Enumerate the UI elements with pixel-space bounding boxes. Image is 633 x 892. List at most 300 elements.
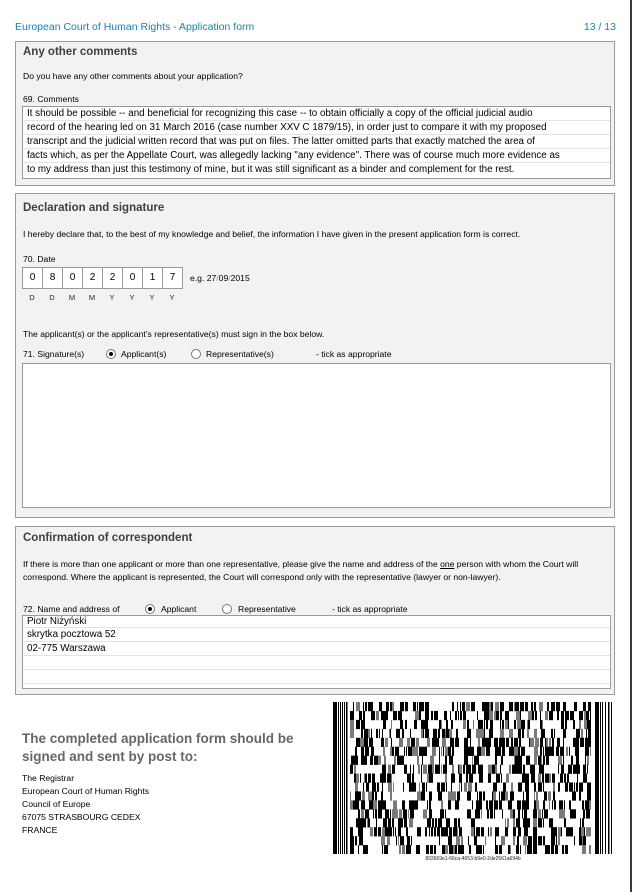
barcode-bar [564, 818, 566, 827]
barcode-bar [561, 747, 562, 756]
date-digit[interactable]: 1 [143, 268, 163, 288]
barcode-bar [500, 711, 502, 720]
barcode-bar [373, 809, 374, 818]
barcode-bar [518, 809, 520, 818]
barcode-bar [523, 836, 527, 845]
barcode-bar [522, 800, 526, 809]
barcode-bar [451, 774, 455, 783]
date-format-label: M [68, 293, 76, 302]
barcode-bar [510, 809, 513, 818]
barcode-bar [480, 729, 484, 738]
barcode-bar [346, 702, 348, 854]
barcode-bar [471, 702, 473, 711]
barcode-bar [356, 774, 359, 783]
barcode-bar [443, 765, 447, 774]
date-input[interactable] [22, 267, 183, 289]
barcode-bar [368, 774, 371, 783]
barcode-bar [452, 747, 454, 756]
barcode-bar [434, 845, 436, 854]
barcode-bar [595, 702, 599, 854]
date-format-label: M [88, 293, 96, 302]
barcode-bar [540, 720, 542, 729]
barcode-bar [398, 711, 402, 720]
barcode-bar [467, 729, 471, 738]
barcode-bar [466, 765, 468, 774]
address-line: Council of Europe [22, 799, 91, 809]
barcode-bar [484, 720, 485, 729]
address-textarea[interactable] [22, 615, 611, 689]
barcode-bar [395, 827, 396, 836]
barcode-bar [513, 818, 515, 827]
barcode-bar [369, 800, 373, 809]
date-format-labels [22, 293, 182, 302]
barcode-bar [355, 747, 357, 756]
barcode-bar [383, 747, 385, 756]
barcode-bar [446, 729, 449, 738]
date-format-label: Y [149, 293, 155, 302]
barcode-bar [419, 711, 421, 720]
barcode-bar [391, 720, 392, 729]
barcode-bar [559, 800, 563, 809]
barcode-bar [356, 720, 360, 729]
barcode-bar [459, 774, 462, 783]
barcode-bar [509, 747, 512, 756]
barcode-bar [464, 747, 466, 756]
barcode-bar [536, 791, 538, 800]
barcode-bar [471, 818, 475, 827]
barcode-bar [382, 729, 383, 738]
barcode-bar [488, 765, 492, 774]
barcode-bar [384, 845, 388, 854]
barcode-bar [466, 774, 467, 783]
barcode-bar [482, 702, 484, 711]
radio-representatives[interactable] [191, 349, 201, 359]
barcode-bar [513, 827, 516, 836]
comments-textarea[interactable] [22, 106, 611, 179]
barcode-bar [530, 738, 534, 747]
barcode-bar [379, 702, 382, 711]
barcode-bar [566, 747, 568, 756]
barcode-bar [586, 711, 589, 720]
barcode-bar [421, 791, 425, 800]
barcode-bar [369, 738, 373, 747]
barcode-bar [509, 702, 513, 711]
date-digit[interactable]: 0 [23, 268, 43, 288]
barcode-bar [589, 720, 591, 729]
barcode-bar [518, 729, 521, 738]
barcode-bar [429, 791, 432, 800]
barcode-bar [419, 782, 420, 791]
barcode-bar [496, 711, 499, 720]
radio-applicant-label[interactable]: Applicant [161, 604, 197, 614]
barcode-bar [429, 774, 433, 783]
barcode-bar [481, 809, 482, 818]
barcode-bar [563, 729, 566, 738]
barcode-bar [472, 765, 476, 774]
barcode-bar [611, 702, 612, 854]
barcode-bar [566, 827, 570, 836]
section-title: Declaration and signature [23, 202, 165, 214]
barcode-bar [565, 845, 568, 854]
barcode-bar [502, 720, 503, 729]
barcode-bar [506, 774, 509, 783]
barcode-bar [477, 711, 478, 720]
barcode-bar [457, 791, 460, 800]
barcode-bar [363, 845, 367, 854]
radio-applicants[interactable] [106, 349, 116, 359]
barcode-bar [588, 738, 591, 747]
barcode-bar [393, 800, 397, 809]
barcode-bar [545, 774, 549, 783]
barcode-bar [525, 774, 529, 783]
barcode-bar [538, 774, 540, 783]
barcode-bar [534, 702, 536, 711]
correspondent-section [15, 526, 615, 695]
barcode-bar [483, 845, 484, 854]
barcode-bar [382, 765, 386, 774]
barcode-bar [527, 818, 530, 827]
barcode-bar [488, 738, 491, 747]
barcode-bar [488, 774, 491, 783]
comment-line: to my address than just this testimony of mine, but it was still significant as a binder and complement for the rest. [27, 164, 515, 175]
barcode-bar [369, 702, 373, 711]
barcode-bar [473, 720, 474, 729]
barcode-bar [448, 747, 451, 756]
barcode-bar [552, 800, 553, 809]
barcode-bar [361, 809, 364, 818]
barcode-bar [358, 827, 359, 836]
barcode-bar [577, 765, 580, 774]
barcode-bar [545, 747, 546, 756]
barcode-bar [583, 702, 586, 711]
barcode-bar [411, 836, 412, 845]
date-digit[interactable]: 0 [63, 268, 83, 288]
barcode-bar [434, 738, 435, 747]
barcode-bar [383, 818, 387, 827]
barcode-bar [355, 765, 356, 774]
barcode-bar [441, 827, 445, 836]
barcode-bar [531, 702, 533, 711]
barcode-bar [489, 711, 493, 720]
date-format-label: Y [109, 293, 115, 302]
barcode-bar [359, 836, 363, 845]
barcode-bar [567, 774, 569, 783]
barcode-bar [522, 729, 524, 738]
barcode-bar [543, 836, 545, 845]
barcode-bar [467, 774, 468, 783]
barcode-bar [580, 818, 581, 827]
barcode-bar [409, 800, 411, 809]
barcode-bar [525, 782, 526, 791]
barcode-bar [483, 738, 485, 747]
barcode-bar [425, 729, 429, 738]
radio-applicant[interactable] [145, 604, 155, 614]
barcode-bar [588, 729, 591, 738]
barcode-bar [589, 845, 591, 854]
barcode-bar [445, 729, 446, 738]
barcode-bar [546, 845, 550, 854]
barcode-bar [402, 845, 405, 854]
date-slash: / [216, 273, 219, 283]
barcode-bar [533, 836, 537, 845]
barcode-bar [493, 791, 496, 800]
barcode-bar [500, 729, 504, 738]
barcode-bar [495, 845, 498, 854]
barcode-bar [506, 738, 509, 747]
barcode-bar [499, 800, 502, 809]
barcode-bar [575, 747, 576, 756]
barcode-bar [587, 782, 591, 791]
barcode-bar [518, 747, 520, 756]
pdf417-barcode [333, 702, 613, 854]
barcode-bar [505, 711, 507, 720]
barcode-bar [437, 782, 440, 791]
barcode-bar [380, 800, 383, 809]
barcode-bar [435, 765, 438, 774]
barcode-bar [371, 747, 374, 756]
barcode-bar [364, 774, 365, 783]
barcode-bar [558, 836, 560, 845]
barcode-bar [510, 791, 512, 800]
barcode-bar [476, 845, 479, 854]
barcode-bar [446, 782, 447, 791]
barcode-bar [405, 702, 408, 711]
barcode-bar [532, 711, 534, 720]
barcode-bar [556, 836, 557, 845]
barcode-bar [350, 729, 354, 738]
barcode-bar [469, 845, 471, 854]
barcode-bar [365, 747, 369, 756]
barcode-bar [406, 845, 410, 854]
comment-line: transcript and the judicial written record that was put on files. The latter omitted parts that exactly matched the area of [23, 135, 610, 149]
barcode-bar [463, 720, 466, 729]
barcode-bar [511, 738, 512, 747]
radio-representative-label[interactable]: Representative [238, 604, 296, 614]
barcode-bar [495, 702, 499, 711]
barcode-bar [364, 738, 368, 747]
barcode-bar [527, 845, 531, 854]
barcode-bar [544, 809, 548, 818]
barcode-bar [375, 756, 378, 765]
barcode-bar [417, 791, 421, 800]
barcode-bar [417, 756, 419, 765]
barcode-bar [513, 809, 515, 818]
barcode-bar [538, 818, 542, 827]
barcode-bar [492, 791, 493, 800]
barcode-bar [557, 711, 559, 720]
barcode-bar [439, 747, 440, 756]
barcode-bar [417, 827, 421, 836]
barcode-bar [453, 827, 457, 836]
correspondent-instruction [23, 558, 608, 583]
date-digit[interactable]: 2 [83, 268, 103, 288]
barcode-bar [547, 747, 550, 756]
barcode-bar [426, 765, 427, 774]
barcode-bar [486, 747, 487, 756]
tick-note: - tick as appropriate [332, 604, 408, 614]
barcode-bar [517, 720, 521, 729]
barcode-bar [432, 738, 434, 747]
barcode-bar [556, 747, 559, 756]
barcode-bar [496, 774, 500, 783]
barcode-bar [536, 800, 539, 809]
barcode-bar [400, 756, 404, 765]
barcode-bar [422, 782, 425, 791]
barcode-bar [563, 702, 566, 711]
barcode-bar [545, 711, 548, 720]
barcode-bar [525, 845, 526, 854]
barcode-bar [378, 809, 382, 818]
barcode-bar [512, 747, 514, 756]
barcode-bar [371, 756, 373, 765]
barcode-bar [350, 836, 354, 845]
barcode-bar [562, 845, 564, 854]
radio-applicants-label[interactable]: Applicant(s) [121, 349, 167, 359]
barcode-bar [530, 765, 534, 774]
barcode-bar [570, 827, 573, 836]
barcode-bar [547, 702, 549, 711]
barcode-bar [393, 711, 397, 720]
barcode-bar [391, 774, 392, 783]
barcode-bar [444, 711, 447, 720]
barcode-bar [508, 800, 512, 809]
barcode-bar [422, 702, 424, 711]
date-field-label: 70. Date [23, 254, 56, 264]
radio-representative[interactable] [222, 604, 232, 614]
barcode-bar [417, 702, 418, 711]
date-digit[interactable]: 8 [43, 268, 63, 288]
address-line: skrytka pocztowa 52 [23, 628, 610, 642]
barcode-bar [533, 809, 537, 818]
radio-representatives-label[interactable]: Representative(s) [206, 349, 274, 359]
barcode-bar [489, 729, 493, 738]
barcode-bar [539, 702, 543, 711]
barcode-bar [392, 818, 394, 827]
barcode-bar [561, 711, 564, 720]
barcode-bar [553, 791, 555, 800]
barcode-bar [456, 729, 458, 738]
barcode-bar [438, 791, 442, 800]
barcode-bar [366, 782, 369, 791]
barcode-bar [561, 765, 564, 774]
page-number: 13 / 13 [583, 21, 616, 33]
date-digit[interactable]: 7 [169, 272, 176, 283]
barcode-bar [439, 720, 441, 729]
barcode-bar [579, 791, 581, 800]
barcode-bar [408, 747, 412, 756]
barcode-bar [502, 809, 503, 818]
barcode-bar [471, 747, 474, 756]
barcode-bar [411, 738, 415, 747]
barcode-bar [365, 702, 367, 711]
barcode-bar [576, 738, 579, 747]
barcode-bar [524, 809, 526, 818]
barcode-bar [435, 818, 437, 827]
barcode-bar [582, 818, 584, 827]
barcode-bar [556, 702, 557, 711]
address-line [23, 670, 610, 684]
barcode-bar [340, 702, 341, 854]
barcode-bar [390, 729, 391, 738]
barcode-bar [546, 738, 548, 747]
barcode-bar [356, 738, 360, 747]
signature-box[interactable] [22, 363, 611, 508]
barcode-bar [456, 836, 460, 845]
barcode-bar [545, 738, 546, 747]
barcode-bar [476, 729, 480, 738]
barcode-bar [511, 782, 513, 791]
barcode-bar [534, 747, 538, 756]
barcode-bar [424, 720, 428, 729]
barcode-bar [574, 809, 576, 818]
barcode-bar [461, 782, 462, 791]
barcode-bar [573, 720, 575, 729]
barcode-bar [403, 782, 404, 791]
barcode-bar [469, 774, 473, 783]
barcode-bar [384, 756, 386, 765]
barcode-bar [407, 836, 410, 845]
barcode-bar [508, 711, 509, 720]
barcode-bar [493, 782, 497, 791]
barcode-bar [432, 765, 434, 774]
barcode-bar [419, 702, 422, 711]
barcode-bar [438, 765, 440, 774]
barcode-bar [429, 809, 431, 818]
barcode-bar [520, 845, 521, 854]
barcode-bar [507, 818, 509, 827]
barcode-bar [582, 836, 583, 845]
barcode-bar [441, 800, 443, 809]
barcode-bar [385, 827, 389, 836]
barcode-bar [468, 836, 469, 845]
barcode-bar [387, 836, 390, 845]
barcode-bar [445, 774, 447, 783]
barcode-bar [406, 720, 407, 729]
barcode-bar [425, 702, 429, 711]
date-digit[interactable]: 2 [103, 268, 123, 288]
barcode-bar [392, 702, 394, 711]
barcode-bar [372, 791, 374, 800]
barcode-bar [358, 845, 359, 854]
date-format-label: D [49, 293, 55, 302]
barcode-bar [370, 756, 371, 765]
barcode-bar [445, 845, 448, 854]
barcode-bar [484, 729, 485, 738]
barcode-bar [585, 800, 589, 809]
barcode-bar [407, 738, 410, 747]
barcode-bar [390, 702, 392, 711]
barcode-bar [503, 782, 506, 791]
barcode-bar [375, 791, 377, 800]
barcode-bar [560, 774, 563, 783]
barcode-bar [514, 720, 516, 729]
barcode-bar [449, 756, 453, 765]
barcode-bar [500, 720, 501, 729]
barcode-bar [482, 738, 483, 747]
comments-question: Do you have any other comments about your application? [23, 71, 243, 81]
barcode-bar [376, 711, 379, 720]
barcode-bar [522, 809, 523, 818]
barcode-bar [587, 756, 589, 765]
date-digit[interactable]: 0 [123, 268, 143, 288]
barcode-bar [471, 827, 474, 836]
address-line: 67075 STRASBOURG CEDEX [22, 812, 141, 822]
barcode-bar [520, 711, 521, 720]
barcode-bar [557, 702, 560, 711]
address-line: European Court of Human Rights [22, 786, 150, 796]
barcode-id: 893669e1-66ca-4653-b9e0-2de2561a694b [425, 856, 521, 862]
barcode-bar [368, 791, 372, 800]
